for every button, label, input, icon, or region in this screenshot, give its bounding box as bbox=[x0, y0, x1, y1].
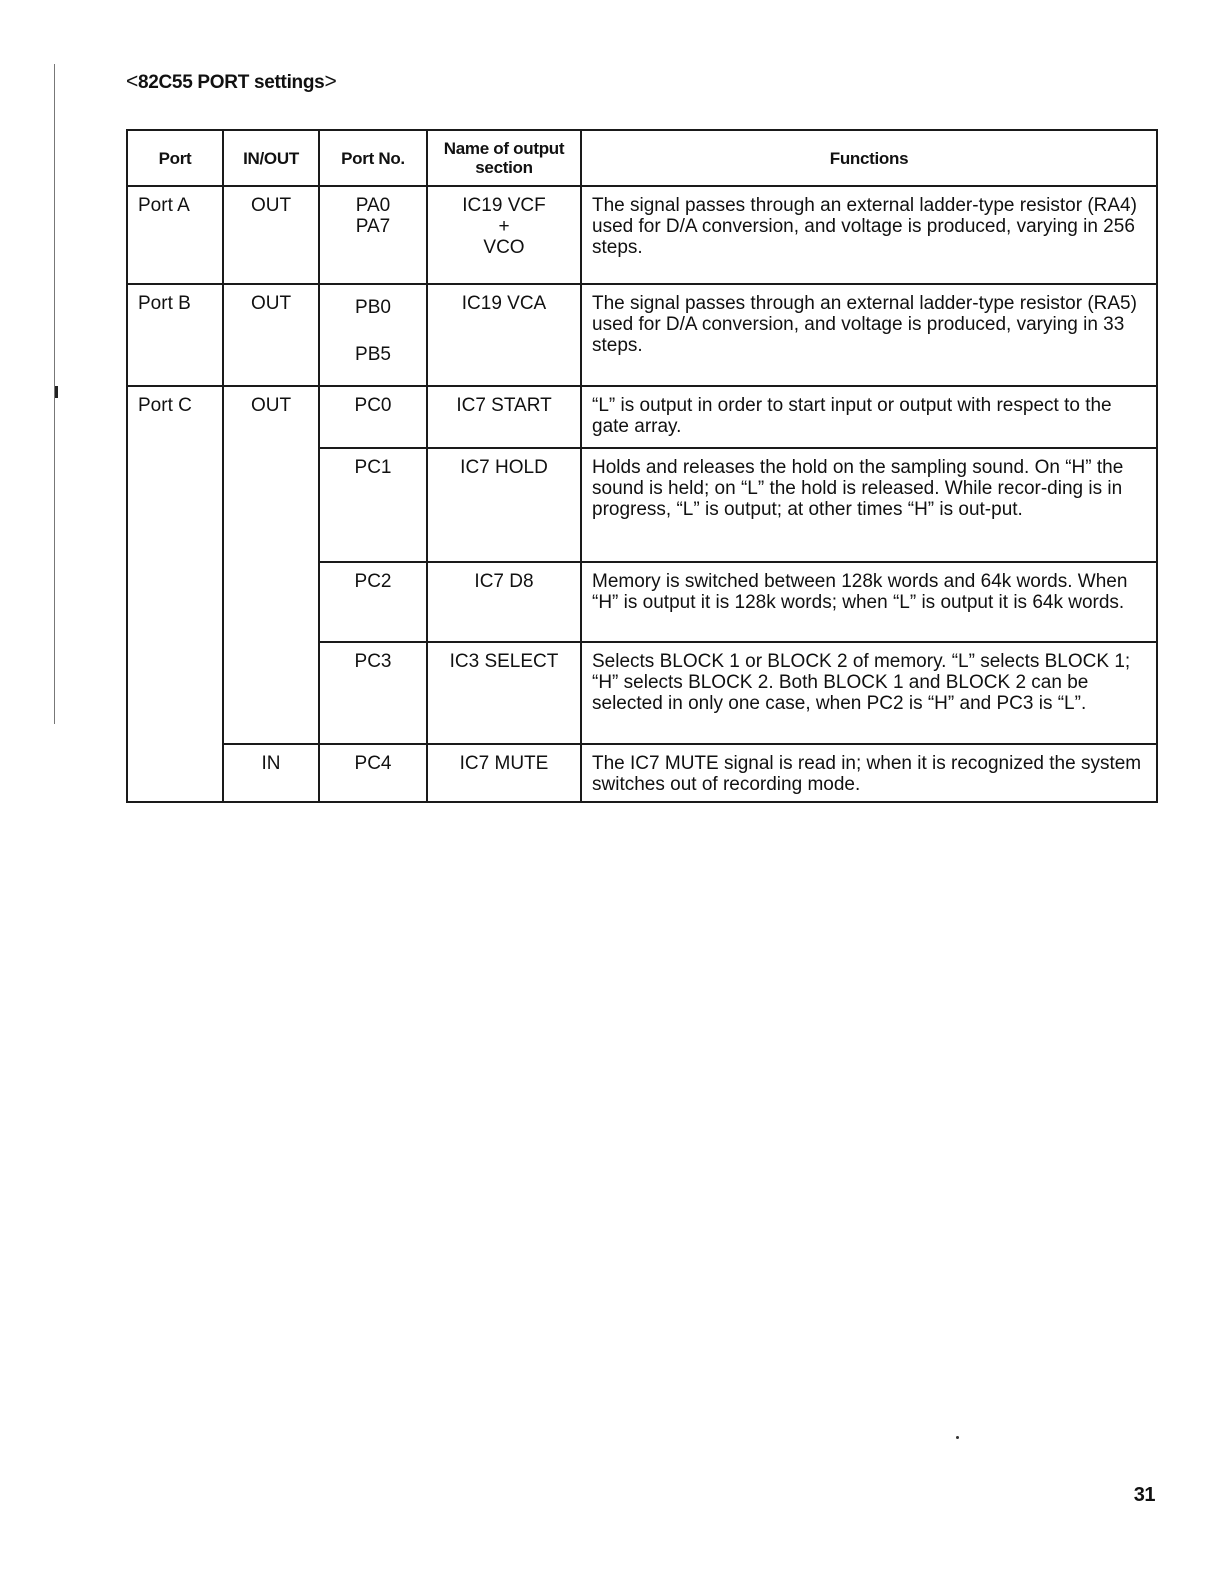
table-row-pc0 bbox=[127, 386, 1157, 448]
cell-port: Port A bbox=[127, 186, 223, 284]
margin-mark bbox=[55, 386, 58, 398]
cell-inout: OUT bbox=[223, 284, 319, 386]
output-section-line-1: IC19 VCF bbox=[462, 195, 546, 216]
cell-functions: “L” is output in order to start input or output with respect to the gate array. bbox=[581, 386, 1157, 448]
table-row-port-b bbox=[127, 284, 1157, 386]
table-row-port-a bbox=[127, 186, 1157, 284]
port-no-end: PB5 bbox=[355, 344, 391, 365]
cell-output-section: IC7 HOLD bbox=[427, 448, 581, 562]
table-row-pc4 bbox=[127, 744, 1157, 802]
cell-functions: The signal passes through an external ladder-type resistor (RA5) used for D/A conversion, and voltage is produced, varying in 33 steps. bbox=[581, 284, 1157, 386]
cell-output-section bbox=[427, 186, 581, 284]
cell-output-section: IC7 D8 bbox=[427, 562, 581, 642]
cell-functions: The signal passes through an external ladder-type resistor (RA4) used for D/A conversion, and voltage is produced, varying in 256 steps. bbox=[581, 186, 1157, 284]
section-heading bbox=[126, 70, 336, 94]
output-section-line-3: VCO bbox=[483, 237, 525, 258]
cell-functions: Memory is switched between 128k words and 64k words. When “H” is output it is 128k words; when “L” is output it is 64k words. bbox=[581, 562, 1157, 642]
port-no-start: PB0 bbox=[355, 297, 391, 318]
port-settings-table bbox=[126, 129, 1158, 803]
cell-port-no: PC4 bbox=[319, 744, 427, 802]
cell-inout: OUT bbox=[223, 186, 319, 284]
header-output-section: Name of output section bbox=[427, 130, 581, 186]
header-port: Port bbox=[127, 130, 223, 186]
cell-functions: The IC7 MUTE signal is read in; when it is recognized the system switches out of recording mode. bbox=[581, 744, 1157, 802]
header-inout: IN/OUT bbox=[223, 130, 319, 186]
cell-inout: OUT bbox=[223, 386, 319, 744]
output-section-name bbox=[438, 195, 570, 258]
cell-functions: Selects BLOCK 1 or BLOCK 2 of memory. “L” selects BLOCK 1; “H” selects BLOCK 2. Both BLOCK 1 and BLOCK 2 can be selected in only one case, when PC2 is “H” and PC3 is “L”. bbox=[581, 642, 1157, 744]
cell-output-section: IC3 SELECT bbox=[427, 642, 581, 744]
cell-output-section: IC7 START bbox=[427, 386, 581, 448]
cell-port-no bbox=[319, 186, 427, 284]
heading-close-bracket: > bbox=[324, 70, 337, 93]
cell-output-section: IC19 VCA bbox=[427, 284, 581, 386]
port-no-range bbox=[330, 195, 416, 237]
cell-port-no bbox=[319, 284, 427, 386]
cell-port-no: PC1 bbox=[319, 448, 427, 562]
cell-port-no: PC2 bbox=[319, 562, 427, 642]
cell-inout: IN bbox=[223, 744, 319, 802]
cell-port-no: PC0 bbox=[319, 386, 427, 448]
output-section-line-2: + bbox=[498, 216, 510, 237]
cell-port-no: PC3 bbox=[319, 642, 427, 744]
heading-open-bracket: < bbox=[126, 70, 138, 93]
cell-port: Port C bbox=[127, 386, 223, 802]
port-no-start: PA0 bbox=[355, 195, 391, 216]
cell-functions: Holds and releases the hold on the sampling sound. On “H” the sound is held; on “L” the hold is released. While recor-ding is in progress, “L” is output; at other times “H” is out-put. bbox=[581, 448, 1157, 562]
port-no-range bbox=[330, 293, 416, 365]
port-no-end: PA7 bbox=[355, 216, 391, 237]
header-port-no: Port No. bbox=[319, 130, 427, 186]
table-header-row bbox=[127, 130, 1157, 186]
scan-speck bbox=[956, 1436, 959, 1439]
header-functions: Functions bbox=[581, 130, 1157, 186]
cell-output-section: IC7 MUTE bbox=[427, 744, 581, 802]
heading-text: 82C55 PORT settings bbox=[137, 72, 325, 93]
cell-port: Port B bbox=[127, 284, 223, 386]
page-number: 31 bbox=[1133, 1484, 1155, 1506]
